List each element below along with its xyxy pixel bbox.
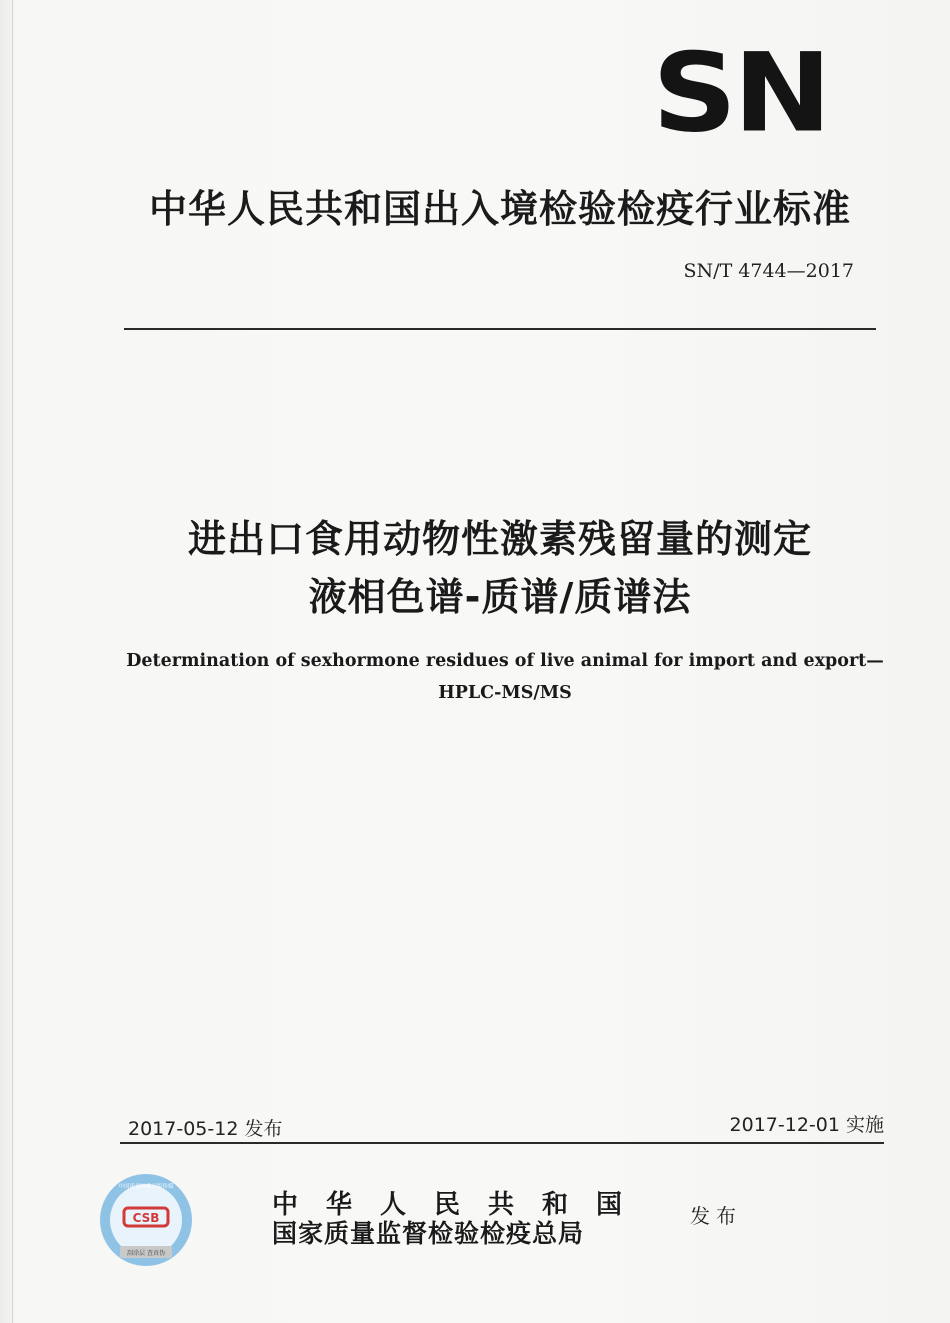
issue-date: 2017-05-12 发布	[128, 1118, 283, 1140]
title-english-line-1: Determination of sexhormone residues of live animal for import and export—	[126, 651, 884, 671]
top-divider	[124, 328, 876, 330]
publisher-line-1: 中华人民共和国	[272, 1190, 651, 1220]
publisher-line-2: 国家质量监督检验检疫总局	[272, 1219, 585, 1248]
seal-center-text: CSB	[132, 1211, 160, 1225]
bottom-divider	[120, 1142, 884, 1144]
implementation-date: 2017-12-01 实施	[729, 1114, 884, 1136]
title-chinese-line-2: 液相色谱-质谱/质谱法	[308, 575, 692, 619]
seal-bottom-text: 刮涂层 查真伪	[127, 1250, 165, 1257]
title-english-line-2: HPLC-MS/MS	[438, 683, 572, 703]
sn-logo: SN	[652, 29, 828, 157]
standard-category: 中华人民共和国出入境检验检疫行业标准	[148, 187, 851, 231]
seal-caption: 中国质量标准出版传媒	[118, 1184, 174, 1190]
anti-counterfeit-seal-icon	[98, 1172, 194, 1268]
standard-code: SN/T 4744—2017	[683, 260, 854, 282]
page-edge-line	[12, 0, 13, 1323]
publish-action: 发布	[690, 1204, 742, 1228]
title-chinese-line-1: 进出口食用动物性激素残留量的测定	[187, 517, 812, 561]
